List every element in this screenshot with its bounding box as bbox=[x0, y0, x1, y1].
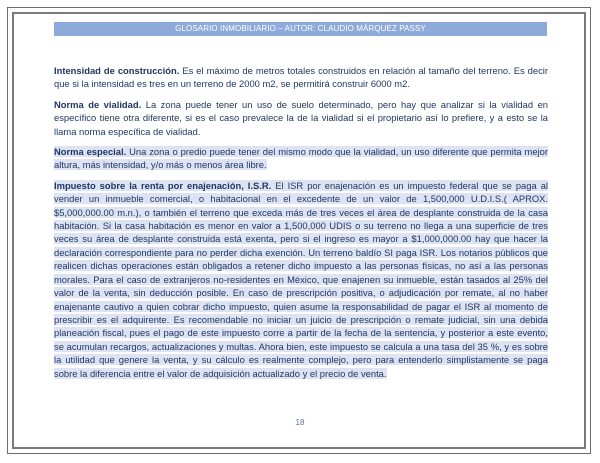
document-header bbox=[54, 22, 547, 36]
entry-term: Norma especial. bbox=[54, 146, 127, 158]
entry-definition: El ISR por enajenación es un impuesto federal que se paga al vender un inmueble comercial, o habitacional en el excedente de un valor de 1,500,000 U.D.I.S.( APROX. $5,000,000.00 m.n.), o también el terreno que exceda más de tres veces el área de desplante construida de la casa habitación. Si la casa habitación es menor en valor a 1,500,000 UDIS o su terreno no llega a una superficie de tres veces su área de desplante construida está exenta, pero si el ingreso es mayor a $1,000,000.00 hay que hacer la declaración correspondiente para no perder dicha exención. Un terreno baldío SI paga ISR. Los notarios públicos que realicen dichas operaciones están obligados a retener dicho impuesto a las personas físicas, no así a las personas morales. Para el caso de extranjeros no-residentes en México, que enajenen su inmueble, están tasados al 25% del valor de la venta, sin deducción posible. En caso de prescripción positiva, o adjudicación por remate, al no haber enajenante cautivo a quien cobrar dicho impuesto, quien asume la responsabilidad de pagar el ISR al momento de prescribir es el adquirente. Es recomendable no iniciar un juicio de prescripción o remate judicial, sin una debida planeación fiscal, pues el pago de este impuesto corre a partir de la fecha de la sentencia, y posterior a este evento, se acumulan recargos, actualizaciones y multas. Ahora bien, este impuesto se calcula a una tasa del 35 %, y es sobre la utilidad que genere la venta, y su cálculo es realmente complejo, pero para entenderlo simplistamente se paga sobre la diferencia entre el valor de adquisición actualizado y el precio de venta. bbox=[54, 179, 548, 379]
glossary-entry bbox=[54, 64, 548, 91]
entry-definition: Una zona o predio puede tener del mismo modo que la vialidad, un uso diferente que permita mejor altura, más intensidad, y/o más o menos área libre. bbox=[54, 146, 548, 171]
glossary-entry bbox=[54, 98, 548, 138]
entry-definition: La zona puede tener un uso de suelo determinado, pero hay que analizar si la vialidad en específico tiene otra diferente, si es el caso prevalece la de la vialidad si el propietario así lo prefiere, y a esto se la llama norma específica de vialidad. bbox=[54, 98, 549, 137]
entry-term: Impuesto sobre la renta por enajenación, I.S.R. bbox=[54, 179, 272, 191]
glossary-content bbox=[54, 64, 548, 387]
header-title: GLOSARIO INMOBILIARIO – AUTOR: CLAUDIO MÁRQUEZ PASSY bbox=[175, 24, 426, 33]
entry-term: Intensidad de construcción. bbox=[54, 65, 180, 76]
entry-definition: Es el máximo de metros totales construidos en relación al tamaño del terreno. Es decir que si la intensidad es tres en un terreno de 2000 m2, se permitirá construir 6000 m2. bbox=[54, 65, 548, 90]
glossary-entry bbox=[54, 145, 548, 172]
glossary-entry bbox=[54, 179, 548, 380]
entry-term: Norma de vialidad. bbox=[54, 98, 142, 110]
page-number: 18 bbox=[295, 418, 305, 427]
